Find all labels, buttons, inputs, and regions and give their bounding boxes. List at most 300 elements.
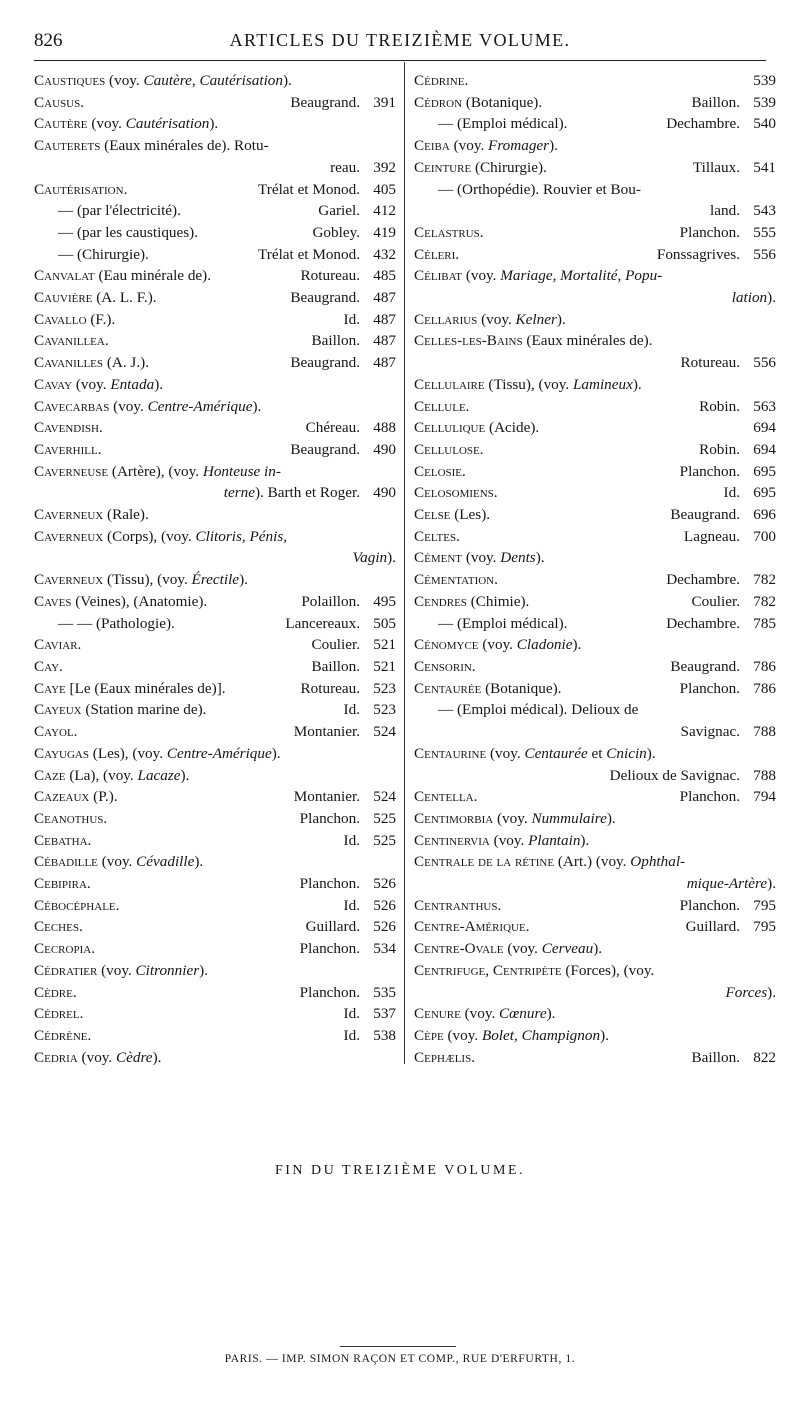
cross-reference: terne [223,484,255,502]
author-name: Id. [343,310,360,328]
continuation-words: Delioux de Savignac. [609,766,740,784]
headword: Cay. [34,657,63,675]
continuation-text [414,982,776,1004]
headword: Centrifuge, Centripète [414,961,562,979]
index-entry [414,613,776,635]
cross-reference: Kelner [515,310,557,328]
author-name: Lagneau. [683,527,740,545]
page-ref: 540 [753,115,776,133]
running-title: ARTICLES DU TREIZIÈME VOLUME. [229,30,571,50]
author-name: Planchon. [299,875,360,893]
index-entry [34,113,396,135]
headword: Cellulaire [414,375,485,393]
subentry-text: — — (Pathologie). [58,614,175,632]
headword: Cendres [414,592,467,610]
author-name: Trélat et Monod. [258,180,360,198]
entry-text [34,743,396,765]
entry-detail: (voy. [87,115,126,133]
headword: Celtes. [414,527,460,545]
cross-reference: Lamineux [572,375,633,393]
continuation-text [34,547,396,569]
index-entry [34,938,396,960]
author-name: Id. [343,831,360,849]
entry-detail: (Eau minérale de). [94,267,212,285]
entry-close: ). [209,115,219,133]
cross-reference: Forces [725,983,768,1001]
headword: Cebatha. [34,831,92,849]
index-entry [414,330,776,352]
headword: Cébocéphale. [34,896,120,914]
index-entry [414,244,776,266]
cross-reference: Mariage, Mortalité, Popu- [500,267,663,285]
headword: Cayugas [34,744,89,762]
index-entry [34,135,396,157]
entry-text [34,92,282,114]
entry-detail: (voy. [460,1005,500,1023]
entry-text [414,613,658,635]
index-entry [34,287,396,309]
page-ref: 526 [373,918,396,936]
index-entry [414,547,776,569]
headword: Caverneux [34,571,104,589]
index-entry [34,656,396,678]
page-ref: 391 [373,93,396,111]
author-name: Chéreau. [305,419,360,437]
cross-reference: Honteuse in- [202,462,281,480]
cross-reference: Clitoris, Pénis, [195,527,288,545]
entry-text [34,678,293,700]
subentry-text: — (Emploi médical). Delioux de [438,701,639,719]
headword: Centrale de la rétine [414,853,555,871]
headword: Cément [414,549,463,567]
author-name: Rotureau. [300,267,360,285]
headword: Caze [34,766,66,784]
cross-reference: Fromager [488,137,550,155]
index-entry [414,851,776,873]
entry-text [34,70,396,92]
index-entry [414,830,776,852]
cross-reference: Centre-Amérique [147,397,253,415]
entry-text [34,808,292,830]
index-entry [34,1003,396,1025]
entry-text [34,179,250,201]
page-ref: 495 [373,592,396,610]
entry-detail: (A. L. F.). [92,289,157,307]
headword: Censorin. [414,657,476,675]
index-entry [414,222,776,244]
continuation-tail: ). [767,983,776,1001]
entry-text [414,786,672,808]
index-entry [34,916,396,938]
continuation-words: Savignac. [680,723,740,741]
index-entry [34,699,396,721]
entry-text [34,200,310,222]
entry-close: ). [199,961,208,979]
page-ref: 534 [373,940,396,958]
page-ref: 785 [753,614,776,632]
headword: Cenure [414,1005,461,1023]
headword: Cayol. [34,723,78,741]
page-ref: 419 [373,223,396,241]
index-entry [34,743,396,765]
headword: Cauterets [34,137,101,155]
entry-text [414,569,658,591]
headword: Cautérisation. [34,180,128,198]
headword: Causus. [34,93,84,111]
entry-continuation [414,200,776,222]
continuation-tail: ). [767,875,776,893]
entry-detail: (voy. [478,636,517,654]
entry-text [34,895,336,917]
entry-detail: (voy. [105,72,144,89]
subentry-text: — (Emploi médical). [438,614,568,632]
headword: Cavallo [34,310,87,328]
entry-continuation [414,352,776,374]
index-entry [414,569,776,591]
entry-text [34,417,298,439]
entry-continuation [414,765,776,787]
entry-text [414,417,740,439]
author-name: Guillard. [305,918,360,936]
entry-text [34,504,396,526]
entry-text [414,113,658,135]
page-ref: 788 [753,723,776,741]
headword: Caverneux [34,506,104,524]
entry-text [34,244,250,266]
headword: Cavay [34,375,73,393]
headword: Canvalat [34,267,95,285]
index-entry [34,873,396,895]
cross-reference: Dents [500,549,536,567]
index-entry [34,179,396,201]
headword: Cédrine. [414,72,469,89]
page-ref: 524 [373,723,396,741]
continuation-text [414,873,776,895]
author-name: Beaugrand. [290,354,360,372]
index-entry [34,504,396,526]
page-ref: 694 [753,419,776,437]
entry-detail: (Corps), (voy. [103,527,196,545]
entry-text [414,244,649,266]
author-name: Beaugrand. [290,289,360,307]
headword: Cèdre. [34,983,77,1001]
page-ref: 538 [373,1026,396,1044]
headword: Cellarius [414,310,478,328]
index-entry [34,396,396,418]
headword: Ceanothus. [34,809,108,827]
continuation-text [34,482,360,504]
headword: Cephælis. [414,1048,475,1066]
entry-text [414,1003,776,1025]
entry-text [414,938,776,960]
index-entry [414,461,776,483]
entry-detail: (voy. [97,853,137,871]
entry-text [34,309,336,331]
author-name: Planchon. [299,983,360,1001]
entry-detail: (La), (voy. [65,766,138,784]
entry-text [34,982,292,1004]
page-ref: 521 [373,636,396,654]
index-entry [34,439,396,461]
page-ref: 695 [753,484,776,502]
author-name: Beaugrand. [670,506,740,524]
cross-reference: Cèdre [116,1048,153,1066]
entry-detail: (voy. [72,375,111,393]
cross-reference: Cœnure [499,1005,547,1023]
page-ref: 432 [373,245,396,263]
index-entry [34,569,396,591]
headword: Centella. [414,788,478,806]
entry-close: ). [152,1048,162,1066]
headword: Celastrus. [414,223,484,241]
index-entry [414,1025,776,1047]
page-ref: 485 [373,267,396,285]
entry-detail: (Station marine de). [81,701,207,719]
subentry-text: — (Chirurgie). [58,245,149,263]
page-ref: 487 [373,289,396,307]
continuation-text [34,157,360,179]
author-name: Planchon. [679,462,740,480]
headword: Ceinture [414,158,472,176]
headword: Cebipira. [34,875,91,893]
entry-detail: (voy. [97,961,136,979]
index-entry [414,960,776,982]
cross-reference: Centaurée [524,744,588,762]
entry-detail: (Botanique). [481,679,562,697]
entry-close: ). [606,809,616,827]
index-entry [34,721,396,743]
entry-close: ). [556,310,566,328]
headword: Cédratier [34,961,98,979]
entry-detail: (Tissu), (voy. [103,571,192,589]
printer-imprint: PARIS. — IMP. SIMON RAÇON ET COMP., RUE D'ERFURTH, 1. [224,1353,576,1365]
entry-text [414,461,672,483]
headword: Ceiba [414,137,450,155]
entry-text [414,830,776,852]
page-ref: 782 [753,571,776,589]
entry-continuation [414,982,776,1004]
page-ref: 556 [753,354,776,372]
index-entry [414,92,776,114]
index-entry [34,70,396,92]
headword: Centranthus. [414,896,502,914]
entry-text [414,895,672,917]
index-entry [414,656,776,678]
entry-detail: (Acide). [485,419,540,437]
index-entry [34,765,396,787]
index-entry [414,895,776,917]
headword: Caverneuse [34,462,109,480]
author-name: Gariel. [318,202,360,220]
index-entry [414,808,776,830]
entry-close: ). [535,549,545,567]
entry-text [414,374,776,396]
cross-reference: Cautérisation [125,115,210,133]
entry-text [414,851,776,873]
entry-close: ). [646,744,656,762]
page-ref: 490 [373,484,396,502]
page-ref: 795 [753,896,776,914]
entry-text [34,396,396,418]
index-entry [414,1047,776,1069]
index-entry [414,374,776,396]
page-ref: 505 [373,614,396,632]
entry-continuation [414,287,776,309]
index-entry [34,222,396,244]
headword: Cédron [414,93,463,111]
end-of-volume-note: FIN DU TREIZIÈME VOLUME. [274,1163,526,1178]
entry-text [414,92,683,114]
author-name: Baillon. [311,332,360,350]
author-name: Lancereaux. [285,614,360,632]
index-entry [414,157,776,179]
index-entry [34,309,396,331]
page-ref: 541 [753,158,776,176]
entry-close: ). [549,137,558,155]
author-name: Id. [723,484,740,502]
index-entry [414,916,776,938]
author-name: Baillon. [691,93,740,111]
page-ref: 786 [753,657,776,675]
headword: Caves [34,592,72,610]
header-rule [34,60,766,61]
entry-text [34,699,336,721]
entry-close: ). [600,1026,609,1044]
entry-detail: (Botanique). [462,93,543,111]
entry-text [34,374,396,396]
page-ref: 822 [753,1048,776,1066]
entry-text [414,699,776,721]
entry-text [414,70,740,92]
entry-detail: (Eaux minérales de). Rotu- [100,137,269,155]
continuation-words: land. [710,202,740,220]
entry-text [414,743,776,765]
subentry-text: — (Emploi médical). [438,115,568,133]
index-entry [34,786,396,808]
page-ref: 525 [373,809,396,827]
entry-text [34,721,286,743]
index-entry [34,613,396,635]
entry-text [34,851,396,873]
entry-text [34,113,396,135]
entry-close: ). [180,766,190,784]
author-name: Planchon. [299,940,360,958]
entry-detail: (voy. [477,310,516,328]
cross-reference: Lacaze [137,766,181,784]
index-entry [414,70,776,92]
page-ref: 543 [753,202,776,220]
headword: Cébadille [34,853,98,871]
cross-reference: lation [731,289,768,307]
cross-reference: Cerveau [541,940,594,958]
author-name: Montanier. [293,723,360,741]
entry-detail: [Le (Eaux minérales de)]. [65,679,226,697]
entry-detail: (voy. [489,831,529,849]
cross-reference: Bolet, Champignon [481,1026,601,1044]
entry-text [414,396,691,418]
column-divider [404,62,405,1064]
cross-reference: Citronnier [135,961,200,979]
continuation-text [414,287,776,309]
headword: Cédrel. [34,1005,84,1023]
entry-text [34,873,292,895]
author-name: Planchon. [679,679,740,697]
headword: Cavanillea. [34,332,109,350]
continuation-tail: ). [387,549,396,567]
page-ref: 788 [753,766,776,784]
entry-continuation [34,547,396,569]
entry-close: ). [593,940,603,958]
continuation-text [414,352,740,374]
page-ref: 535 [373,983,396,1001]
cross-reference: Vagin [352,549,388,567]
index-entry [414,938,776,960]
entry-detail: (voy. [109,397,148,415]
index-entry [414,309,776,331]
cross-reference: mique-Artère [686,875,768,893]
entry-text [34,265,293,287]
entry-text [34,786,286,808]
entry-text [34,613,277,635]
author-name: Rotureau. [300,679,360,697]
entry-detail: (Chirurgie). [471,158,547,176]
entry-text [34,1047,396,1069]
entry-close: ). [252,397,262,415]
index-entry [414,439,776,461]
author-name: Planchon. [299,809,360,827]
headword: Cauvière [34,289,93,307]
page-ref: 539 [753,93,776,111]
entry-text [414,330,776,352]
page-ref: 694 [753,440,776,458]
headword: Centre-Amérique. [414,918,530,936]
continuation-text [414,200,740,222]
author-name: Planchon. [679,788,740,806]
index-entry [34,808,396,830]
subentry-text: — (Orthopédie). Rouvier et Bou- [438,180,641,198]
entry-detail: (Artère), (voy. [108,462,203,480]
cross-reference: Cautère, Cautérisation [143,72,283,89]
entry-text [414,504,662,526]
index-entry [34,1025,396,1047]
entry-detail: (Les). [450,506,491,524]
headword: Cémentation. [414,571,498,589]
entry-text [34,352,282,374]
author-name: Coulier. [691,592,740,610]
entry-detail: (voy. [503,940,542,958]
entry-continuation [34,482,396,504]
entry-detail: (F.). [86,310,116,328]
page-number: 826 [34,30,63,51]
index-entry [34,634,396,656]
index-entry [414,526,776,548]
page-ref: 487 [373,354,396,372]
entry-text [414,916,678,938]
entry-text [34,135,396,157]
author-name: Id. [343,701,360,719]
index-entry [34,92,396,114]
author-name: Robin. [699,397,740,415]
entry-text [414,179,776,201]
author-name: Baillon. [311,657,360,675]
author-name: Planchon. [679,223,740,241]
author-name: Gobley. [312,223,360,241]
page-ref: 405 [373,180,396,198]
page-ref: 539 [753,72,776,89]
entry-text [34,439,282,461]
index-entry [34,982,396,1004]
entry-text [414,591,683,613]
